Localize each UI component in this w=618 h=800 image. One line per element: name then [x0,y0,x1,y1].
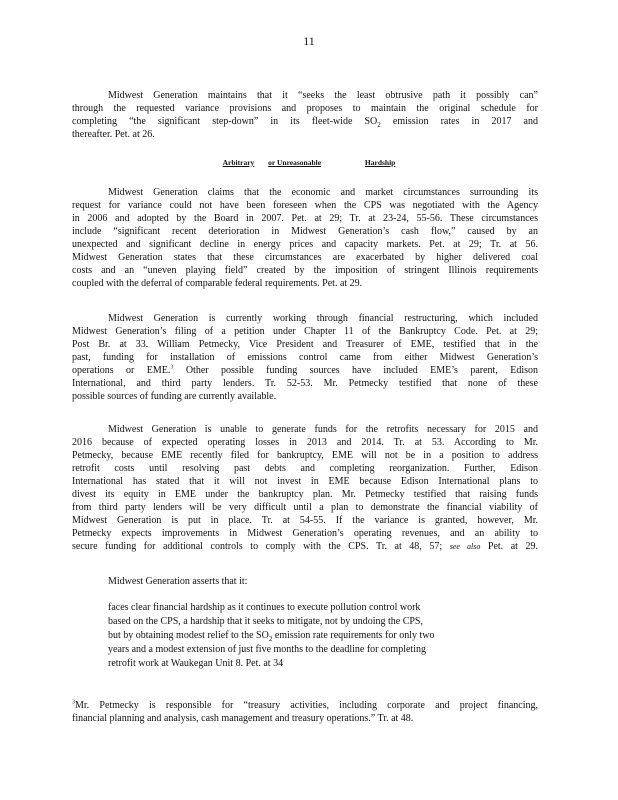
heading-part: Hardship [364,158,396,167]
text-line: thereafter. Pet. at 26. [72,129,155,140]
text-line: Petmecky expects improvements in Midwest Generation’s operating revenues, and an ability to [72,528,538,539]
quote-line: based on the CPS, a hardship that it seeks to mitigate, not by undoing the CPS, [108,616,423,627]
text-line: through the requested variance provisions and proposes to maintain the original schedule for [72,103,538,114]
text-run: secure funding for additional controls to comply with the CPS. Tr. at 48, 57; [72,541,443,552]
quote-line: years and a modest extension of just five months to the deadline for completing [108,644,426,655]
text-line [72,540,538,553]
text-line: International, and third party lenders. Tr. 52-53. Mr. Petmecky testified that none of these [72,378,538,389]
footnote-line [72,699,538,712]
text-line: possible sources of funding are currently available. [72,391,277,402]
text-line: Midwest Generation’s filing of a petition under Chapter 11 of the Bankruptcy Code. Pet. at 29; [72,326,538,337]
text-line: costs and an “uneven playing field” created by the imposition of stringent Illinois requirements [72,265,538,276]
citation-signal: see also [449,542,481,551]
block-quote [108,601,500,671]
quote-line: but by obtaining modest relief to the $SO_2$ emission rate requirements for only two [108,630,435,643]
quote-line: retrofit work at Waukegan Unit 8. Pet. at 34 [108,658,284,669]
page-number: 11 [303,34,315,48]
text-line [72,364,538,377]
paragraph-1 [72,89,538,141]
paragraph-3 [72,312,538,403]
text-line: past, funding for installation of emissions control came from either Midwest Generation’s [72,352,538,363]
footnote-marker: 3 [170,364,174,371]
text-line: Midwest Generation states that these circumstances are exacerbated by higher delivered coal [72,252,538,263]
text-line: request for variance could not have been foreseen when the CPS was negotiated with the Agency [72,200,538,211]
heading-part: or Unreasonable [268,158,322,167]
paragraph-4 [72,423,538,553]
text-line: Midwest Generation claims that the economic and market circumstances surrounding its [108,187,538,198]
paragraph-2 [72,186,538,290]
text-line: Post Br. at 33. William Petmecky, Vice President and Treasurer of EME, testified that in the [72,339,538,350]
text-line: Petmecky, because EME recently filed for bankruptcy, EME will not be in a position to address [72,450,538,461]
footnote [72,699,538,725]
text-line: from third party lenders will be very difficult until a plan to demonstrate the financial viability of [72,502,538,513]
text-line: 2016 because of expected operating losses in 2013 and 2014. Tr. at 53. According to Mr. [72,437,538,448]
text-line: completing “the significant step-down” in its fleet-wide $SO_2$ emission rates in 2017 and [72,116,539,129]
text-line: in 2006 and adopted by the Board in 2007. Pet. at 29; Tr. at 23-24, 55-56. These circumstances [72,213,538,224]
text-line: International has stated that it will not invest in EME because Edison International plans to [72,476,538,487]
text-line: coupled with the deferral of comparable federal requirements. Pet. at 29. [72,278,363,289]
subscript: 2 [268,635,273,643]
text-run: Pet. at 29. [487,541,538,552]
text-line: Midwest Generation maintains that it “seeks the least obtrusive path it possibly can” [108,90,538,101]
text-line: retrofit costs until resolving past debts and completing reorganization. Further, Edison [72,463,538,474]
section-heading [0,158,618,167]
text-line: unexpected and significant decline in energy prices and capacity markets. Pet. at 29; Tr. at 56. [72,239,538,250]
footnote-number: 3 [72,699,75,706]
subscript: 2 [377,121,381,129]
paragraph-5 [72,575,538,588]
text-run: Other possible funding sources have included EME’s parent, Edison [185,365,539,376]
text-line: divest its equity in EME under the bankruptcy plan. Mr. Petmecky testified that raising funds [72,489,538,500]
text-run: Mr. Petmecky is responsible for “treasury activities, including corporate and project financing, [75,700,538,711]
text-line: Midwest Generation asserts that it: [108,576,248,587]
footnote-line: financial planning and analysis, cash management and treasury operations.” Tr. at 48. [72,713,414,724]
text-run: operations or EME. [72,365,171,376]
quote-line: faces clear financial hardship as it continues to execute pollution control work [108,602,421,613]
text-line: include “significant recent deterioration in Midwest Generation’s cash flow,” caused by an [72,226,538,237]
text-line: Midwest Generation is unable to generate funds for the retrofits necessary for 2015 and [108,424,538,435]
text-line: Midwest Generation is currently working through financial restructuring, which included [108,313,538,324]
text-line: Midwest Generation is put in place. Tr. at 54-55. If the variance is granted, however, Mr. [72,515,538,526]
heading-part: Arbitrary [222,158,255,167]
